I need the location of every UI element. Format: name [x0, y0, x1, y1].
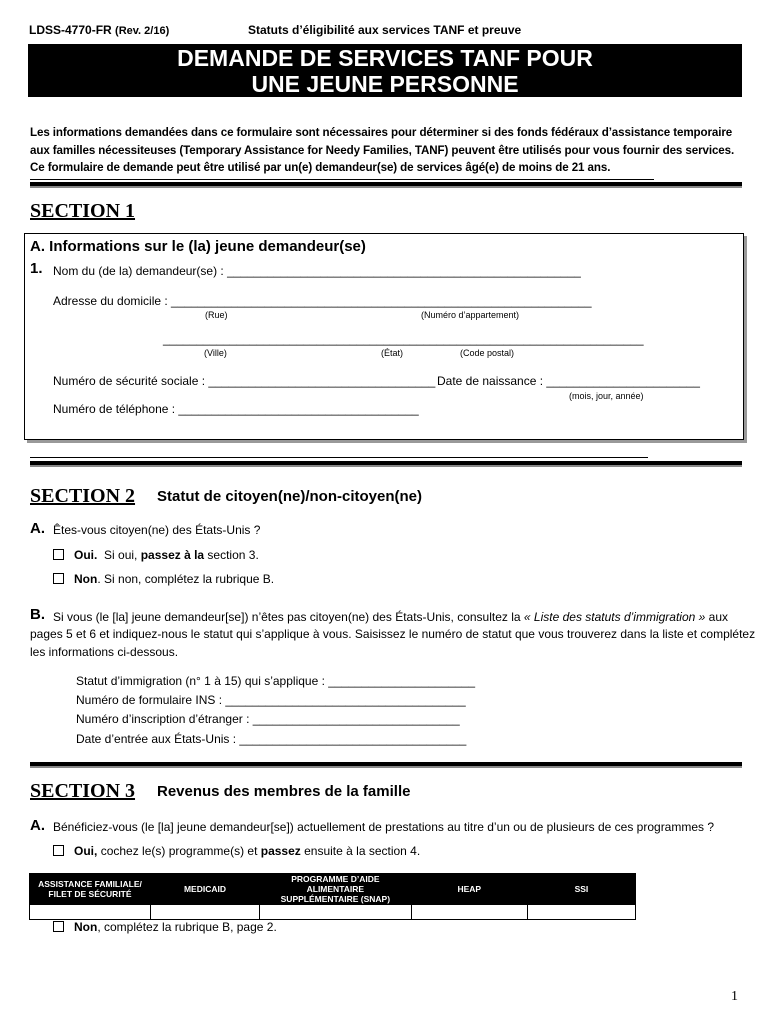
- cell-medicaid[interactable]: [150, 905, 259, 920]
- address-line-2-field[interactable]: ________________________________________________________________________: [163, 332, 644, 346]
- option-non-programs[interactable]: Non, complétez la rubrique B, page 2.: [53, 920, 277, 934]
- checkbox-oui-programs[interactable]: [53, 845, 64, 856]
- checkbox-non[interactable]: [53, 573, 64, 584]
- immigration-status-field[interactable]: Statut d’immigration (n° 1 à 15) qui s’applique : ______________________: [76, 674, 476, 688]
- page-title: DEMANDE DE SERVICES TANF POUR UNE JEUNE PERSONNE: [28, 44, 742, 97]
- birth-date-hint: (mois, jour, année): [569, 391, 644, 401]
- section-3-a-letter: A.: [30, 817, 45, 834]
- cell-family-assistance[interactable]: [30, 905, 151, 920]
- table-row: [30, 905, 636, 920]
- phone-field[interactable]: Numéro de téléphone : ____________________________________: [53, 402, 419, 416]
- city-hint: (Ville): [204, 348, 227, 358]
- birth-date-field[interactable]: Date de naissance : _______________________: [437, 374, 700, 388]
- header-ssi: SSI: [527, 874, 635, 905]
- divider: [30, 457, 648, 458]
- header-medicaid: MEDICAID: [150, 874, 259, 905]
- header-family-assistance: ASSISTANCE FAMILIALE/ FILET DE SÉCURITÉ: [30, 874, 151, 905]
- programs-table: [29, 873, 636, 920]
- option-oui[interactable]: Oui. Si oui, passez à la section 3.: [53, 548, 259, 562]
- citizen-question: Êtes-vous citoyen(ne) des États-Unis ?: [53, 523, 261, 537]
- apartment-hint: (Numéro d’appartement): [421, 310, 520, 320]
- section-1-heading: SECTION 1: [30, 200, 136, 222]
- divider: [30, 461, 742, 467]
- divider: [30, 182, 742, 188]
- divider: [30, 762, 742, 768]
- form-id: LDSS-4770-FR (Rev. 2/16): [29, 23, 170, 37]
- section-3-heading: SECTION 3: [30, 780, 136, 802]
- header-heap: HEAP: [411, 874, 527, 905]
- intro-paragraph: Les informations demandées dans ce formulaire sont nécessaires pour déterminer si des fonds fédéraux d’assistance temporaire aux familles nécessiteuses (Temporary Assistance for Needy Families, TANF) peuvent être utilisés pour vous fournir des services. Ce formulaire de demande peut être utilisé par un(e) demandeur(se) de services âgé(e) de moins de 21 ans.: [30, 126, 735, 174]
- page-number: 1: [731, 989, 738, 1004]
- state-hint: (État): [381, 348, 404, 358]
- section-2-a-letter: A.: [30, 520, 45, 537]
- cell-heap[interactable]: [411, 905, 527, 920]
- home-address-field[interactable]: Adresse du domicile : _______________________________________________________________: [53, 294, 592, 308]
- benefits-question: Bénéficiez-vous (le [la] jeune demandeur[se]) actuellement de prestations au titre d’un ou de plusieurs de ces programmes ?: [53, 820, 715, 834]
- section-2-b-line3: les informations ci-dessous.: [30, 645, 179, 659]
- section-2-title: Statut de citoyen(ne)/non-citoyen(ne): [157, 488, 423, 505]
- section-2-heading: SECTION 2: [30, 485, 136, 507]
- option-non[interactable]: Non. Si non, complétez la rubrique B.: [53, 572, 274, 586]
- option-oui-programs[interactable]: Oui, cochez le(s) programme(s) et passez ensuite à la section 4.: [53, 844, 420, 858]
- section-2-b-text: Si vous (le [la] jeune demandeur[se]) n’êtes pas citoyen(ne) des États-Unis, consultez la « Liste des statuts d’immigration » aux: [53, 610, 729, 624]
- cell-ssi[interactable]: [527, 905, 635, 920]
- item-number: 1.: [30, 260, 43, 277]
- section-2-b-line2: pages 5 et 6 et indiquez-nous le statut qui s’applique à vous. Saisissez le numéro de statut que vous trouverez dans la liste et complétez: [30, 627, 756, 641]
- divider: [30, 179, 654, 180]
- ins-form-number-field[interactable]: Numéro de formulaire INS : ____________________________________: [76, 693, 466, 707]
- cell-snap[interactable]: [259, 905, 411, 920]
- applicant-name-field[interactable]: Nom du (de la) demandeur(se) : _____________________________________________________: [53, 264, 581, 278]
- checkbox-non-programs[interactable]: [53, 921, 64, 932]
- alien-registration-field[interactable]: Numéro d’inscription d’étranger : _______________________________: [76, 712, 460, 726]
- street-hint: (Rue): [205, 310, 228, 320]
- section-1-a-title: A. Informations sur le (la) jeune demandeur(se): [30, 238, 366, 255]
- us-entry-date-field[interactable]: Date d’entrée aux États-Unis : __________________________________: [76, 732, 467, 746]
- header-snap: PROGRAMME D’AIDE ALIMENTAIRE SUPPLÉMENTAIRE (SNAP): [259, 874, 411, 905]
- section-3-title: Revenus des membres de la famille: [157, 783, 411, 800]
- checkbox-oui[interactable]: [53, 549, 64, 560]
- form-subject: Statuts d’éligibilité aux services TANF et preuve: [248, 23, 522, 37]
- zip-hint: (Code postal): [460, 348, 515, 358]
- ssn-field[interactable]: Numéro de sécurité sociale : __________________________________: [53, 374, 436, 388]
- section-2-b-letter: B.: [30, 606, 45, 623]
